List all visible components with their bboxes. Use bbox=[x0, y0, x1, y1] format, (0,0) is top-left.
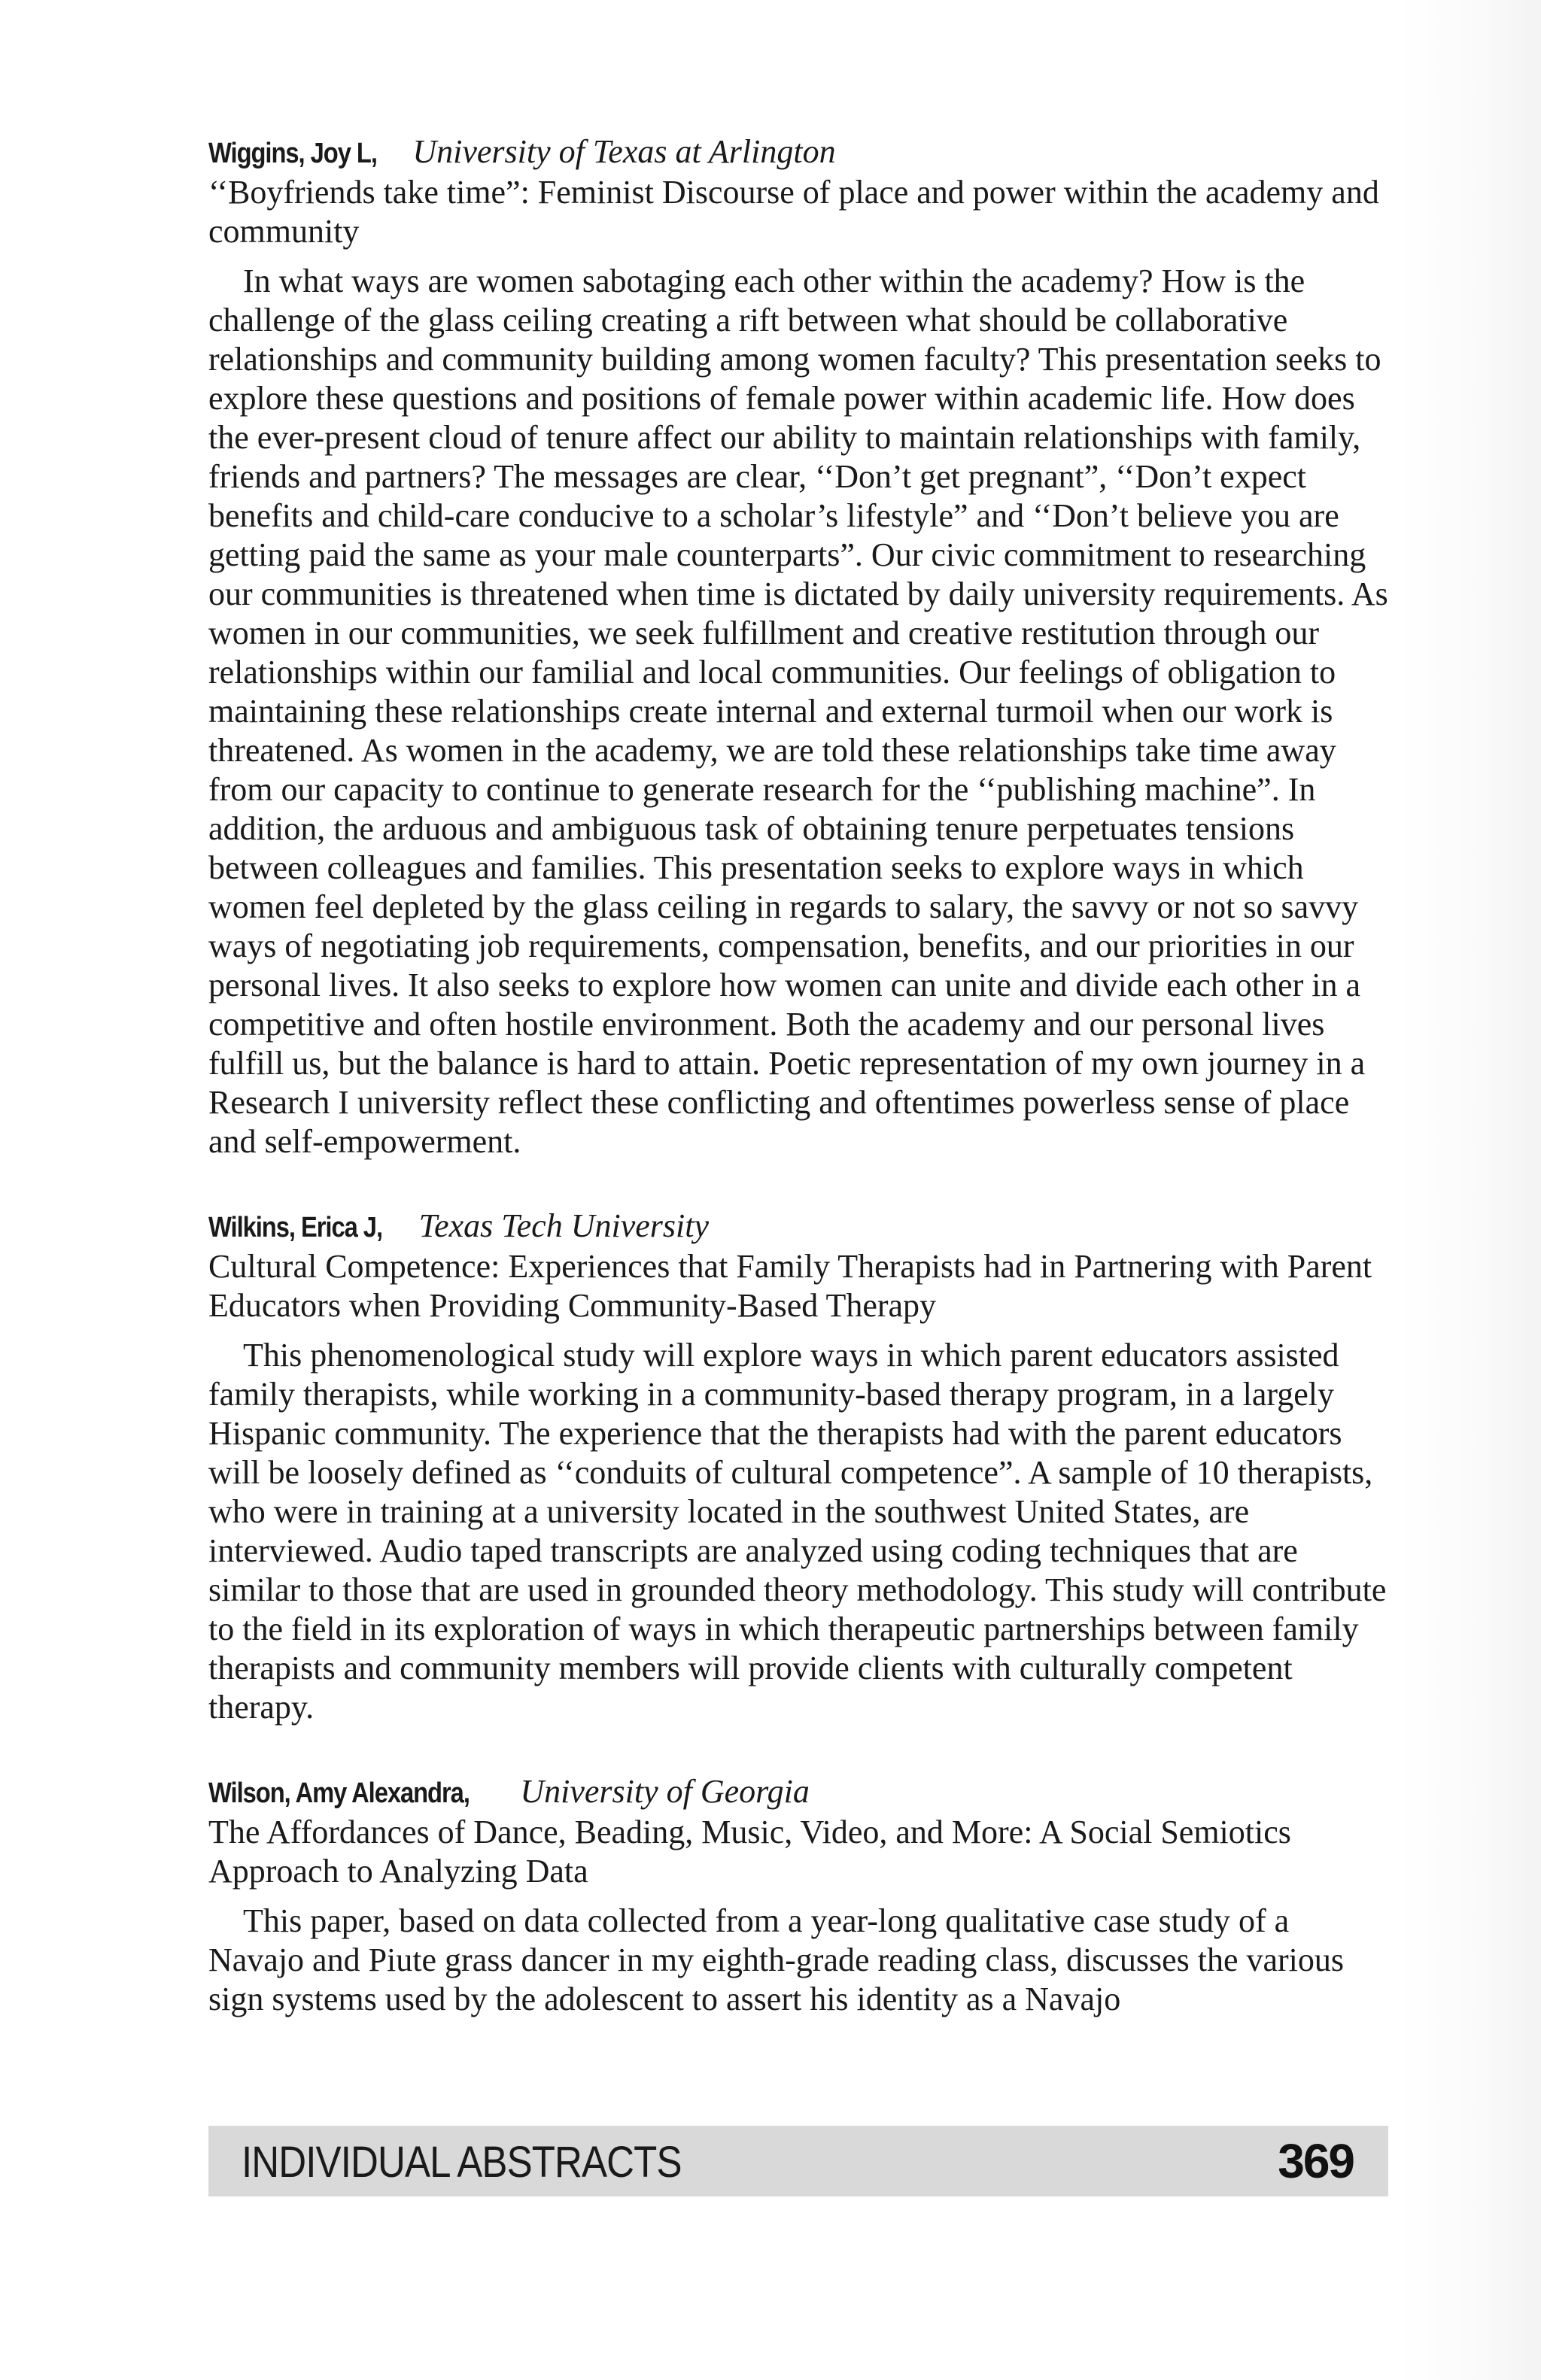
author-name: Wiggins, Joy L, bbox=[208, 138, 377, 169]
section-label: INDIVIDUAL ABSTRACTS bbox=[242, 2138, 682, 2187]
author-name: Wilson, Amy Alexandra, bbox=[208, 1777, 470, 1809]
author-affiliation: Texas Tech University bbox=[418, 1207, 709, 1244]
entry-heading bbox=[208, 1772, 1390, 1813]
abstract-title: ‘‘Boyfriends take time”: Feminist Discourse of place and power within the academy and community bbox=[208, 174, 1379, 250]
abstract-body: This phenomenological study will explore ways in which parent educators assisted family therapists, while working in a community-based therapy program, in a largely Hispanic community. The experience that the therapists had with the parent educators will be loosely defined as ‘‘conduits of cultural competence”. A sample of 10 therapists, who were in training at a university located in the southwest United States, are interviewed. Audio taped transcripts are analyzed using coding techniques that are similar to those that are used in grounded theory methodology. This study will contribute to the field in its exploration of ways in which therapeutic partnerships between family therapists and community members will provide clients with culturally competent therapy. bbox=[208, 1337, 1387, 1726]
author-name: Wilkins, Erica J, bbox=[208, 1212, 383, 1243]
page-edge-shading bbox=[1398, 0, 1541, 2380]
author-affiliation: University of Georgia bbox=[520, 1773, 810, 1810]
page-number: 369 bbox=[1278, 2134, 1354, 2188]
abstract-title: The Affordances of Dance, Beading, Music, Video, and More: A Social Semiotics Approach to Analyzing Data bbox=[208, 1814, 1291, 1890]
abstracts-column bbox=[208, 132, 1390, 2064]
author-affiliation: University of Texas at Arlington bbox=[412, 133, 836, 170]
entry-heading bbox=[208, 132, 1390, 173]
abstract-body: This paper, based on data collected from a year-long qualitative case study of a Navajo and Piute grass dancer in my eighth-grade reading class, discusses the various sign systems used by the adolescent to assert his identity as a Navajo bbox=[208, 1902, 1345, 2017]
abstract-body: In what ways are women sabotaging each other within the academy? How is the challenge of the glass ceiling creating a rift between what should be collaborative relationships and community building among women faculty? This presentation seeks to explore these questions and positions of female power within academic life. How does the ever-present cloud of tenure affect our ability to maintain relationships with family, friends and partners? The messages are clear, ‘‘Don’t get pregnant”, ‘‘Don’t expect benefits and child-care conducive to a scholar’s lifestyle” and ‘‘Don’t believe you are getting paid the same as your male counterparts”. Our civic commitment to researching our communities is threatened when time is dictated by daily university requirements. As women in our communities, we seek fulfillment and creative restitution through our relationships within our familial and local communities. Our feelings of obligation to maintaining these relationships create internal and external turmoil when our work is threatened. As women in the academy, we are told these relationships take time away from our capacity to continue to generate research for the ‘‘publishing machine”. In addition, the arduous and ambiguous task of obtaining tenure perpetuates tensions between colleagues and families. This presentation seeks to explore ways in which women feel depleted by the glass ceiling in regards to salary, the savvy or not so savvy ways of negotiating job requirements, compensation, benefits, and our priorities in our personal lives. It also seeks to explore how women can unite and divide each other in a competitive and often hostile environment. Both the academy and our personal lives fulfill us, but the balance is hard to attain. Poetic representation of my own journey in a Research I university reflect these conflicting and oftentimes powerless sense of place and self-empowerment. bbox=[208, 263, 1388, 1160]
entry-heading bbox=[208, 1207, 1390, 1247]
abstract-title: Cultural Competence: Experiences that Family Therapists had in Partnering with Parent Educators when Providing Community-Based Therapy bbox=[208, 1248, 1372, 1324]
abstract-entry bbox=[208, 1207, 1390, 1727]
page-footer-bar bbox=[208, 2126, 1388, 2196]
abstract-entry bbox=[208, 1772, 1390, 2019]
abstract-entry bbox=[208, 132, 1390, 1161]
